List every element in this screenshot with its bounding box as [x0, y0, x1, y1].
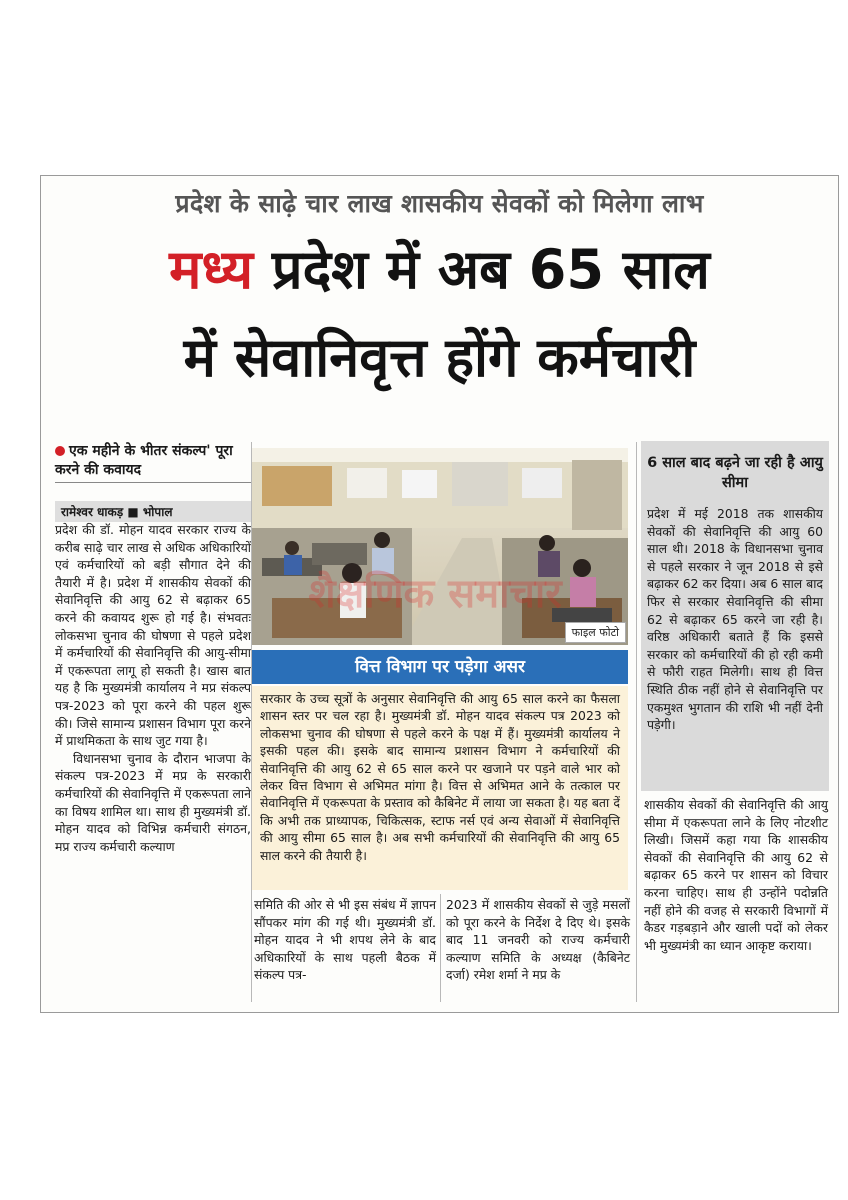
subhead-divider	[55, 482, 251, 483]
middle-column-2: 2023 में शासकीय सेवकों से जुड़े मसलों को पूरा करने के निर्देश दे दिए थे। इसके बाद 11 जनवरी को राज्य कर्मचारी कल्याण समिति के अध्यक्ष (कैबिनेट दर्जा) रमेश शर्मा ने मप्र के	[446, 897, 630, 983]
watermark-text: शैक्षणिक समाचार	[308, 571, 562, 617]
headline-red-word: मध्य	[169, 238, 254, 301]
byline: रामेश्वर धाकड़ ■ भोपाल	[55, 501, 251, 522]
headline-line-1-rest: प्रदेश में अब 65 साल	[253, 238, 710, 301]
left-subhead	[55, 442, 251, 480]
highlight-box: सरकार के उच्च सूत्रों के अनुसार सेवानिवृत्ति की आयु 65 साल करने का फैसला शासन स्तर पर चल रहा है। मुख्यमंत्री डॉ. मोहन यादव संकल्प पत्र 2023 को लोकसभा चुनाव की घोषणा से पहले करने के पक्ष में हैं। मुख्यमंत्री कार्यालय ने इसकी पहल की। इसके बाद सामान्य प्रशासन विभाग ने कर्मचारियों की सेवानिवृत्ति की आयु 62 से 65 साल करने पर खजाने पर पड़ने वाले भार को लेकर वित्त विभाग से अभिमत मांगा है। वित्त से अभिमत आने के तत्काल पर सेवानिवृत्ति में एकरूपता के प्रस्ताव को कैबिनेट में लाया जा सकता है। यह बता दें कि अभी तक प्राध्यापक, चिकित्सक, स्टाफ नर्स एवं अन्य सेवाओं में सेवानिवृत्ति की आयु सीमा 65 साल है। अब सभी कर्मचारियों की सेवानिवृत्ति की आयु 65 साल करने की तैयारी है।	[252, 686, 628, 890]
left-para-2: विधानसभा चुनाव के दौरान भाजपा के संकल्प पत्र-2023 में मप्र के सरकारी कर्मचारियों की सेवानिवृत्ति में एकरूपता लाने का विषय शामिल था। साथ ही मुख्यमंत्री डॉ. मोहन यादव को विभिन्न कर्मचारी संगठन, मप्र राज्य कर्मचारी कल्याण	[55, 750, 251, 854]
kicker-strapline: प्रदेश के साढ़े चार लाख शासकीय सेवकों को मिलेगा लाभ	[175, 189, 704, 218]
column-divider	[440, 894, 441, 1002]
left-subhead-text: एक महीने के भीतर संकल्प' पूरा करने की कवायद	[55, 443, 233, 478]
newspaper-clipping	[40, 175, 839, 1013]
red-bullet-icon	[55, 446, 65, 456]
column-divider	[636, 442, 637, 1002]
headline-line-1	[41, 238, 838, 302]
sidebar-title: 6 साल बाद बढ़ने जा रही है आयु सीमा	[647, 455, 823, 491]
section-banner: वित्त विभाग पर पड़ेगा असर	[252, 650, 628, 684]
left-column	[55, 521, 251, 855]
sidebar-text: प्रदेश में मई 2018 तक शासकीय सेवकों की सेवानिवृत्ति की आयु 60 साल थी। 2018 के विधानसभा चुनाव से पहले सरकार ने जून 2018 से इसे बढ़ाकर 62 कर दिया। अब 6 साल बाद फिर से सरकार सेवानिवृत्ति की सीमा 62 से बढ़ाकर 65 करने जा रही है। वरिष्ठ अधिकारी बताते हैं कि इससे सरकार को कर्मचारियों की हो रही कमी से फौरी राहत मिलेगी। साथ ही वित्त स्थिति ठीक नहीं होने से सेवानिवृत्ति पर एकमुश्त भुगतान की राशि भी नहीं देनी पड़ेगी।	[647, 506, 823, 733]
left-para-1: प्रदेश की डॉ. मोहन यादव सरकार राज्य के करीब साढ़े चार लाख से अधिक अधिकारियों एवं कर्मचारियों को बड़ी सौगात देने की तैयारी में है। प्रदेश में शासकीय सेवकों की सेवानिवृत्ति की आयु 62 से बढ़ाकर 65 करने की कवायद शुरू हो गई है। संभवतः लोकसभा चुनाव की घोषणा से पहले प्रदेश में कर्मचारियों की सेवानिवृत्ति की आयु-सीमा में एकरूपता लागू हो सकती है। खास बात यह है कि मुख्यमंत्री कार्यालय ने मप्र संकल्प पत्र-2023 को पूरा करने की पहल शुरू की। जिसे सामान्य प्रशासन विभाग पूरा करने में प्राथमिकता के साथ जुट गया है।	[55, 522, 251, 749]
right-column-continued: शासकीय सेवकों की सेवानिवृत्ति की आयु सीमा में एकरूपता लाने के लिए नोटशीट लिखी। जिसमें कहा गया कि शासकीय सेवकों की सेवानिवृत्ति की आयु 62 से बढ़ाकर 65 करने पर शासन को विचार करना चाहिए। साथ ही उन्होंने पदोन्नति नहीं होने की वजह से सरकारी विभागों में कैडर गड़बड़ाने और खाली पदों को लेकर भी मुख्यमंत्री का ध्यान आकृष्ट कराया।	[644, 797, 828, 953]
sidebar-box	[641, 441, 829, 791]
middle-column-1: समिति की ओर से भी इस संबंध में ज्ञापन सौंपकर मांग की गई थी। मुख्यमंत्री डॉ. मोहन यादव ने भी शपथ लेने के बाद अधिकारियों के साथ पहली बैठक में संकल्प पत्र-	[254, 897, 436, 983]
headline-line-2: में सेवानिवृत्त होंगे कर्मचारी	[183, 326, 696, 389]
photo-caption: फाइल फोटो	[565, 622, 626, 643]
